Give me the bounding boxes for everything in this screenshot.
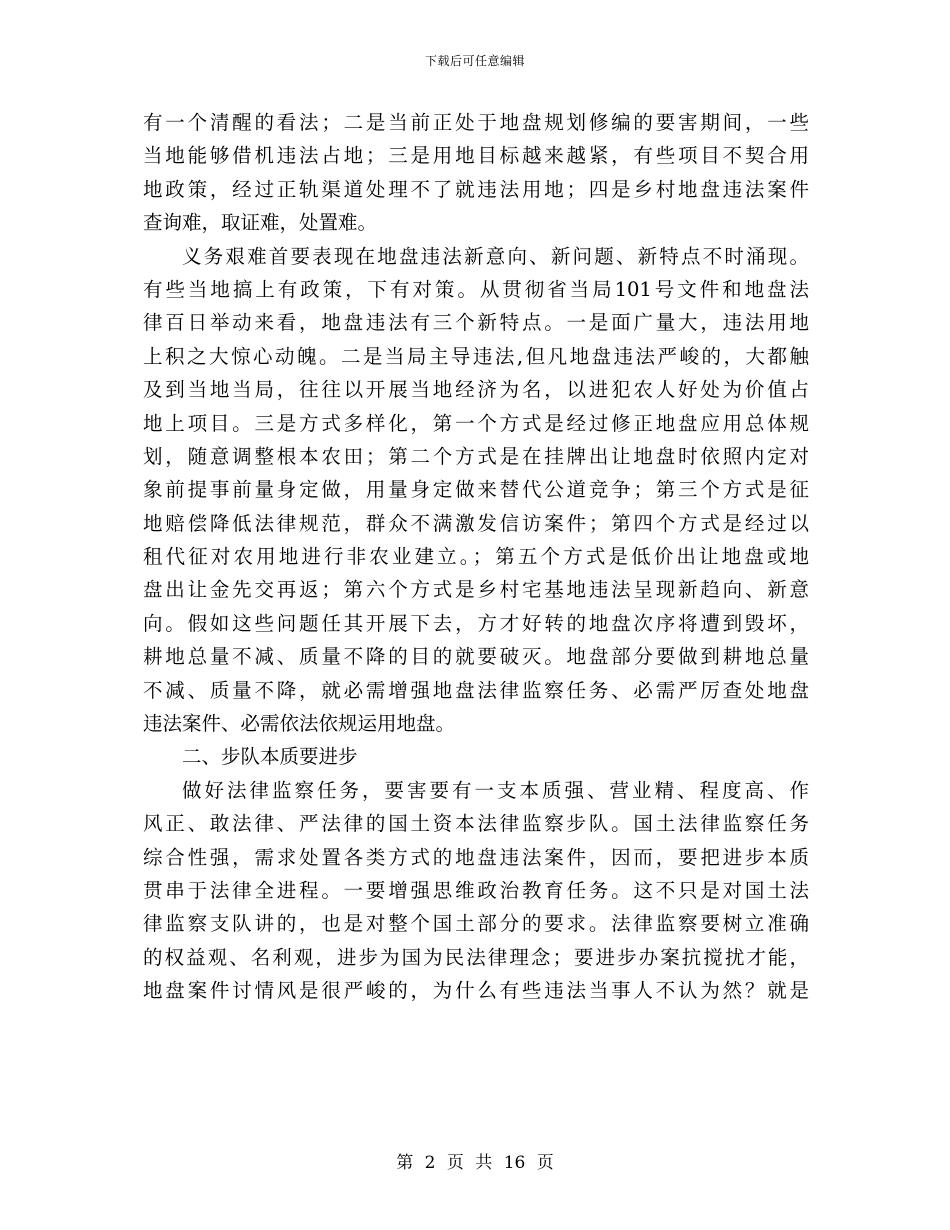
text-line: 违法案件、必需依法依规运用地盘。: [143, 712, 456, 736]
text-line: 义务艰难首要表现在地盘违法新意向、新问题、新特点不时涌现。: [182, 244, 809, 268]
text-line: 贯串于法律全进程。一要增强思维政治教育任务。这不只是对国土法: [143, 878, 809, 902]
paragraph: [143, 106, 809, 240]
current-page-number: 2: [424, 1153, 436, 1173]
text-line: 划，随意调整根本农田；第二个方式是在挂牌出让地盘时依照内定对: [143, 444, 809, 468]
page-header: 下载后可任意编辑: [424, 54, 525, 68]
text-line: 及到当地当局，往往以开展当地经济为名，以进犯农人好处为价值占: [143, 378, 809, 402]
text-line: 二、步队本质要进步: [182, 745, 358, 769]
text-line: 律监察支队讲的，也是对整个国土部分的要求。法律监察要树立准确: [143, 912, 809, 936]
text-line: 向。假如这些问题任其开展下去，方才好转的地盘次序将遭到毁坏，: [143, 611, 809, 635]
text-line: 地政策，经过正轨渠道处理不了就违法用地；四是乡村地盘违法案件: [143, 177, 809, 201]
document-body: [143, 106, 809, 1008]
page-footer: [0, 1148, 950, 1173]
text-line: 做好法律监察任务，要害要有一支本质强、营业精、程度高、作: [182, 778, 809, 802]
total-page-number: 16: [503, 1153, 526, 1173]
page-label-prefix: 第: [396, 1153, 414, 1173]
text-line: 风正、敢法律、严法律的国土资本法律监察步队。国土法律监察任务: [143, 812, 809, 836]
text-line: 当地能够借机违法占地；三是用地目标越来越紧，有些项目不契合用: [143, 144, 809, 168]
text-line: 上积之大惊心动魄。二是当局主导违法,但凡地盘违法严峻的，大都触: [143, 344, 809, 368]
text-line: 有一个清醒的看法；二是当前正处于地盘规划修编的要害期间，一些: [143, 111, 809, 134]
text-line: 有些当地搞上有政策，下有对策。从贯彻省当局101号文件和地盘法: [143, 277, 809, 301]
text-line: 租代征对农用地进行非农业建立。；第五个方式是低价出让地盘或地: [143, 545, 809, 569]
text-line: 的权益观、名利观，进步为国为民法律理念；要进步办案抗搅扰才能，: [143, 945, 809, 969]
text-line: 地赔偿降低法律规范，群众不满激发信访案件；第四个方式是经过以: [143, 511, 809, 535]
paragraph: [143, 240, 809, 741]
section-heading: [143, 740, 809, 773]
text-line: 盘出让金先交再返；第六个方式是乡村宅基地违法呈现新趋向、新意: [143, 578, 809, 602]
text-line: 耕地总量不减、质量不降的目的就要破灭。地盘部分要做到耕地总量: [143, 645, 809, 669]
text-line: 律百日举动来看，地盘违法有三个新特点。一是面广量大，违法用地: [143, 311, 809, 335]
total-label: 共: [475, 1153, 493, 1173]
page-label-suffix: 页: [536, 1153, 554, 1173]
text-line: 象前提事前量身定做，用量身定做来替代公道竞争；第三个方式是征: [143, 478, 809, 502]
paragraph: [143, 774, 809, 1008]
text-line: 不减、质量不降，就必需增强地盘法律监察任务、必需严厉查处地盘: [143, 678, 809, 702]
page-label-mid: 页: [446, 1153, 464, 1173]
text-line: 查询难，取证难，处置难。: [143, 211, 378, 235]
text-line: 地盘案件讨情风是很严峻的，为什么有些违法当事人不认为然？就是: [143, 979, 809, 1003]
text-line: 综合性强，需求处置各类方式的地盘违法案件，因而，要把进步本质: [143, 845, 809, 869]
text-line: 地上项目。三是方式多样化，第一个方式是经过修正地盘应用总体规: [143, 411, 809, 435]
